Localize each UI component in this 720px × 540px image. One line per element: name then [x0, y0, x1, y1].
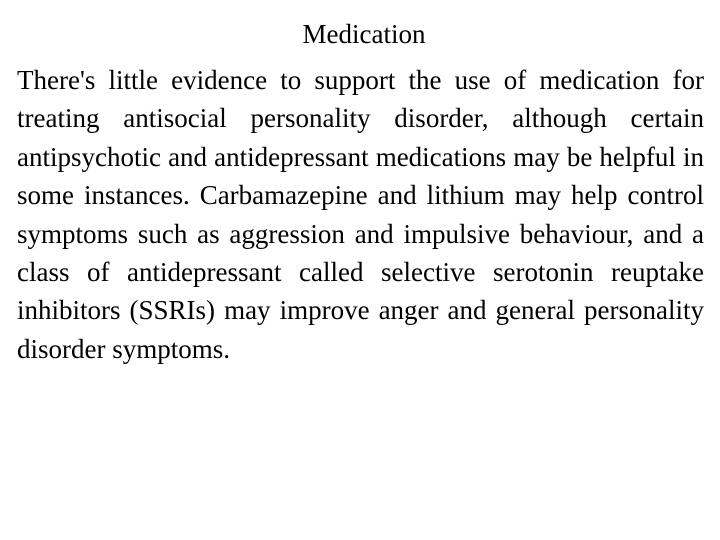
slide-body-text: There's little evidence to support the use of medication for treating antisocial personality disorder, although certain antipsychotic and antidepressant medications may be helpful in some instances. Carbamazepine and lithium may help control symptoms such as aggression and impulsive behaviour, and a class of antidepressant called selective serotonin reuptake inhibitors (SSRIs) may improve anger and general personality disorder symptoms. — [17, 65, 704, 364]
slide-title: Medication — [302, 19, 426, 49]
